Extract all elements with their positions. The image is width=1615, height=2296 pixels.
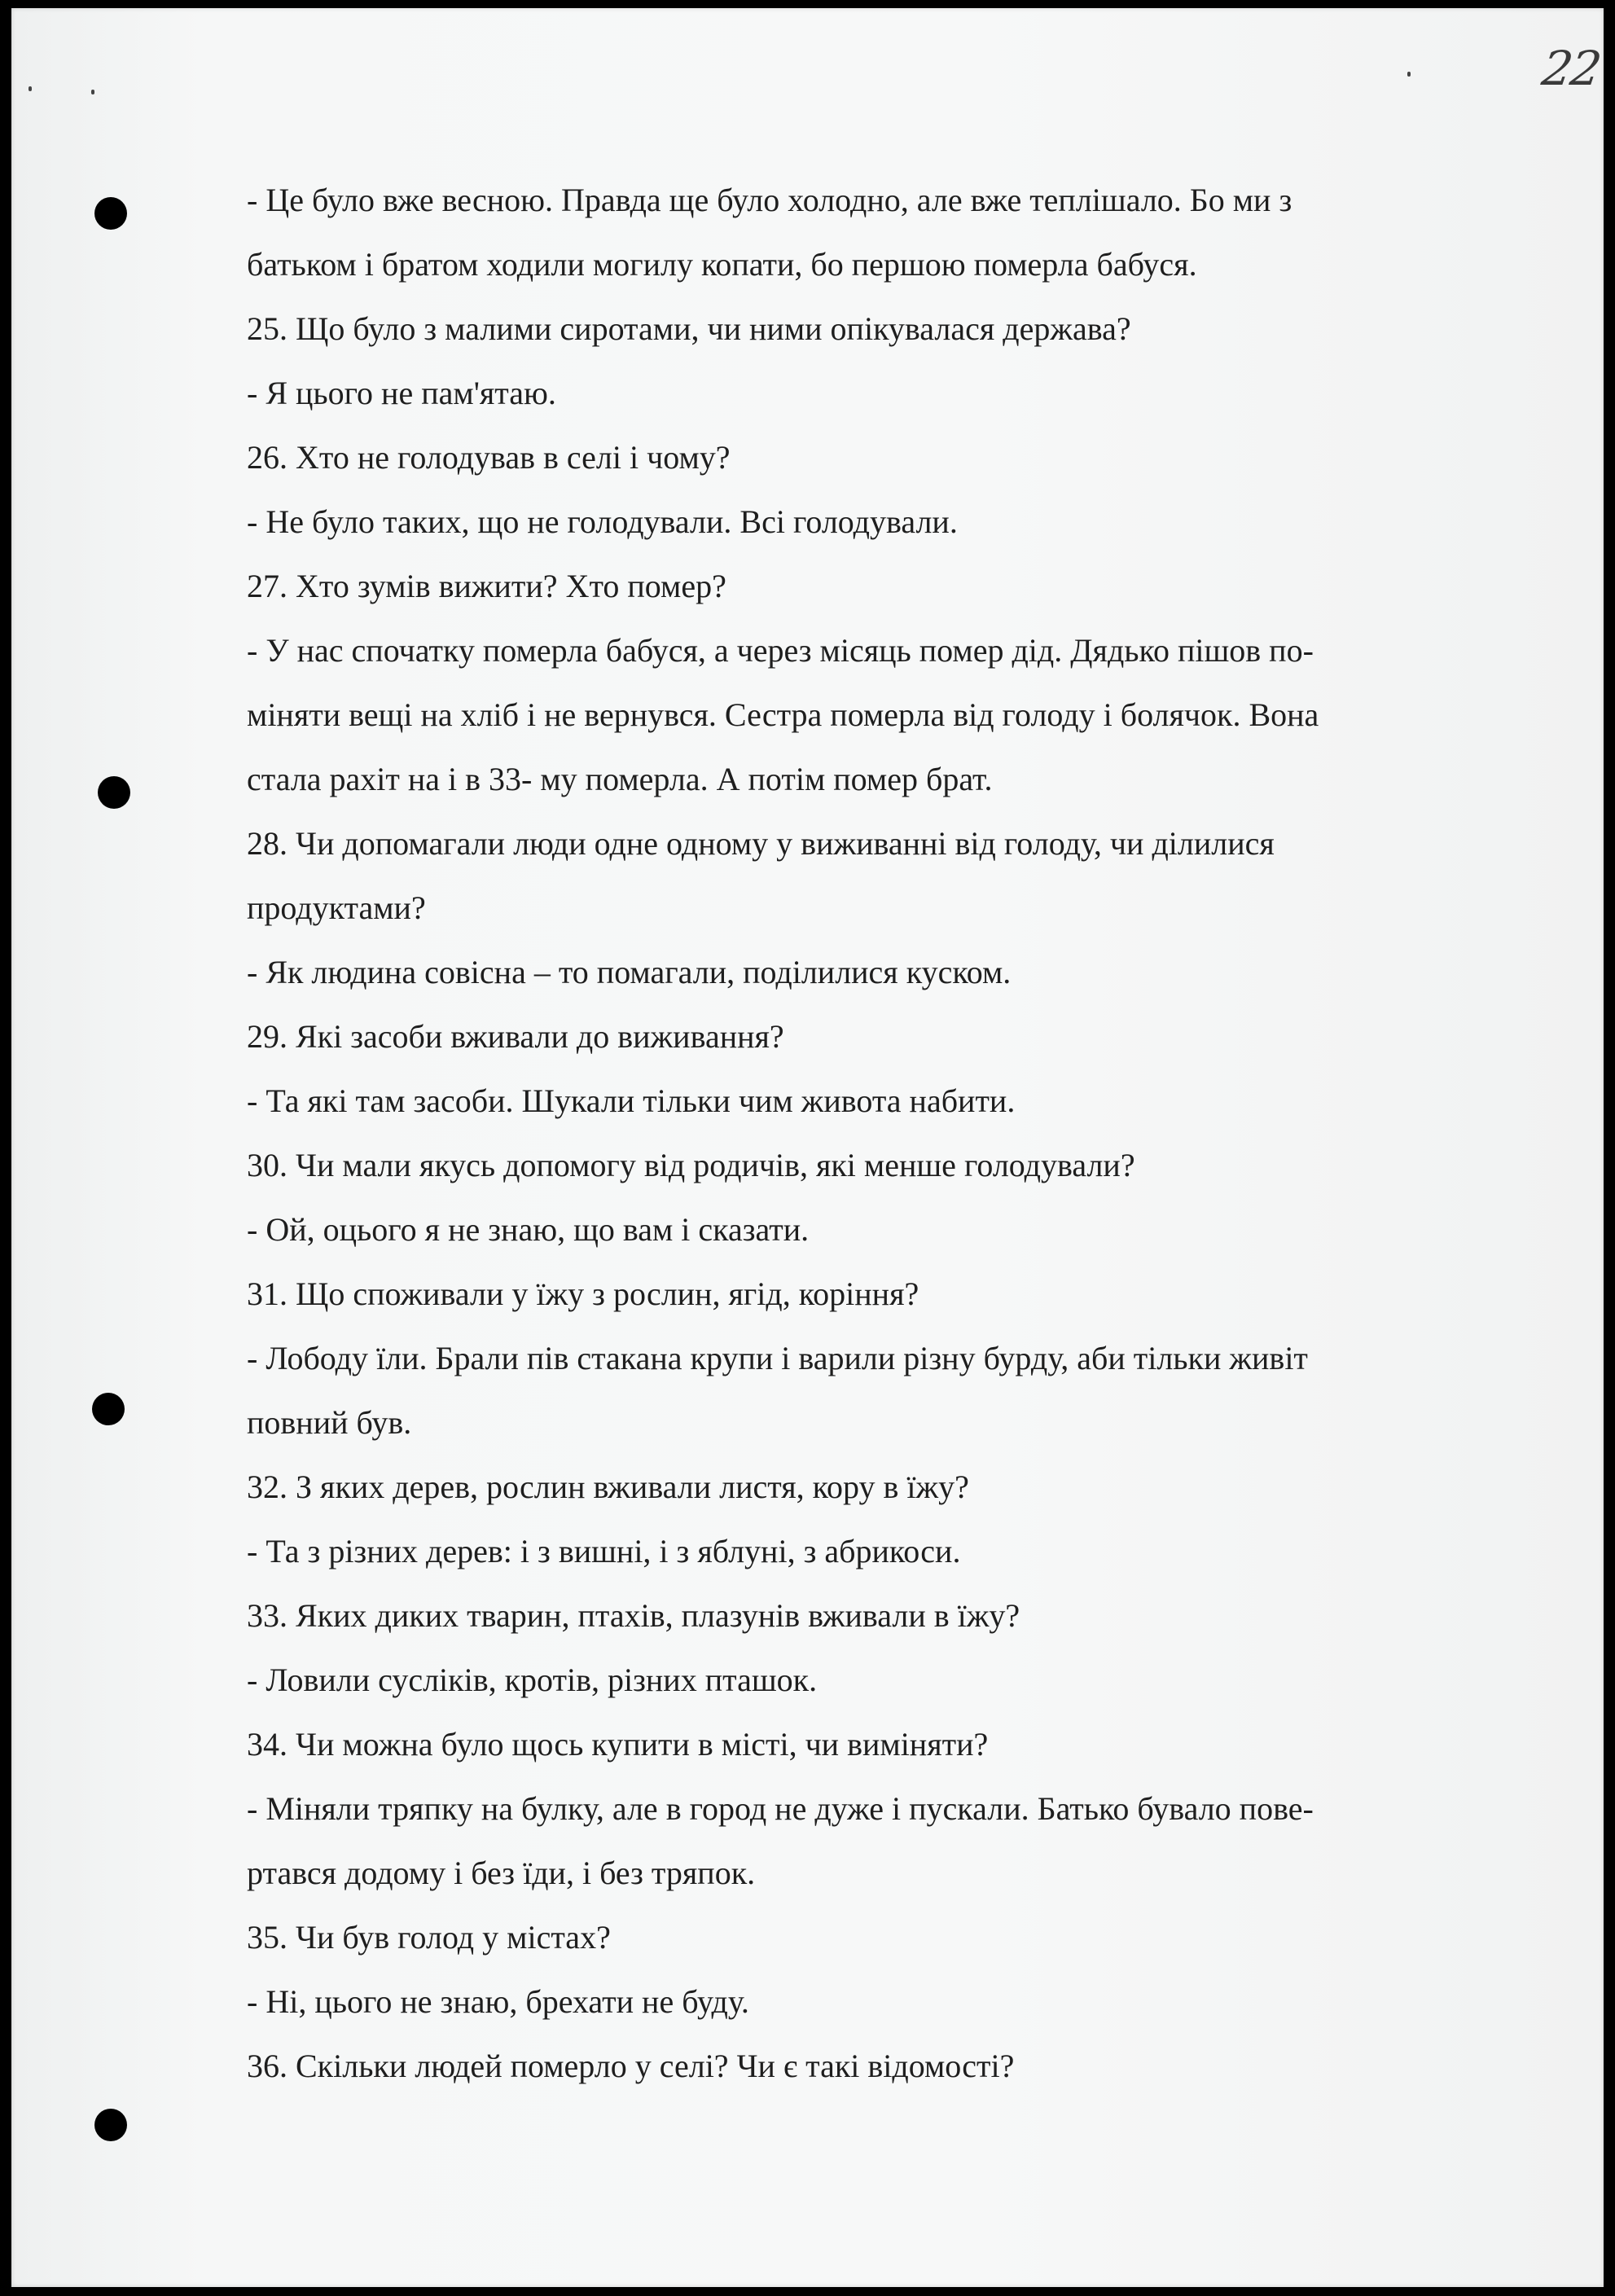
punch-hole — [94, 197, 127, 230]
text-line: ртався додому і без їди, і без тряпок. — [247, 1855, 756, 1891]
text-line: 28. Чи допомагали люди одне одному у виживанні від голоду, чи ділилися — [247, 825, 1275, 862]
text-line: - Ловили сусліків, кротів, різних пташок. — [247, 1662, 818, 1698]
text-line: - Та які там засоби. Шукали тільки чим живота набити. — [247, 1082, 1016, 1119]
text-line: продуктами? — [247, 889, 426, 926]
text-line: 34. Чи можна було щось купити в місті, чи виміняти? — [247, 1726, 989, 1763]
text-line: 36. Скільки людей померло у селі? Чи є такі відомості? — [247, 2048, 1015, 2084]
document-body — [247, 168, 1501, 2098]
text-line: 32. З яких дерев, рослин вживали листя, кору в їжу? — [247, 1468, 969, 1505]
text-line: - Не було таких, що не голодували. Всі голодували. — [247, 503, 958, 540]
text-line: повний був. — [247, 1404, 412, 1441]
document-page — [11, 8, 1604, 2287]
text-line: 26. Хто не голодував в селі і чому? — [247, 439, 731, 476]
text-line: 25. Що було з малими сиротами, чи ними опікувалася держава? — [247, 310, 1131, 347]
punch-hole — [98, 776, 130, 809]
text-line: 27. Хто зумів вижити? Хто помер? — [247, 568, 726, 604]
text-line: 29. Які засоби вживали до виживання? — [247, 1018, 784, 1055]
text-line: батьком і братом ходили могилу копати, бо першою померла бабуся. — [247, 246, 1197, 283]
text-line: - Ні, цього не знаю, брехати не буду. — [247, 1983, 749, 2020]
scan-speck — [91, 90, 94, 94]
punch-hole — [92, 1393, 125, 1425]
text-line: 33. Яких диких тварин, птахів, плазунів вживали в їжу? — [247, 1597, 1020, 1634]
text-line: 35. Чи був голод у містах? — [247, 1919, 611, 1956]
text-line: стала рахіт на і в 33- му померла. А потім помер брат. — [247, 761, 993, 797]
text-line: - Як людина совісна – то помагали, поділилися куском. — [247, 954, 1012, 990]
scan-speck — [29, 86, 32, 91]
text-line: міняти вещі на хліб і не вернувся. Сестра померла від голоду і болячок. Вона — [247, 696, 1319, 733]
text-line: - Та з різних дерев: і з вишні, і з яблуні, з абрикоси. — [247, 1533, 961, 1569]
text-line: 31. Що споживали у їжу з рослин, ягід, коріння? — [247, 1275, 919, 1312]
text-line: - У нас спочатку померла бабуся, а через місяць помер дід. Дядько пішов по- — [247, 632, 1314, 669]
scan-speck — [1407, 72, 1411, 77]
text-line: - Я цього не пам'ятаю. — [247, 375, 556, 411]
text-line: - Лободу їли. Брали пів стакана крупи і варили різну бурду, аби тільки живіт — [247, 1340, 1308, 1376]
text-line: - Це було вже весною. Правда ще було холодно, але вже теплішало. Бо ми з — [247, 182, 1292, 218]
page-number: 22 — [1538, 41, 1604, 96]
text-line: 30. Чи мали якусь допомогу від родичів, які менше голодували? — [247, 1147, 1135, 1183]
text-line: - Ой, оцього я не знаю, що вам і сказати. — [247, 1211, 810, 1248]
punch-hole — [94, 2109, 127, 2141]
text-line: - Міняли тряпку на булку, але в город не дуже і пускали. Батько бувало пове- — [247, 1790, 1314, 1827]
